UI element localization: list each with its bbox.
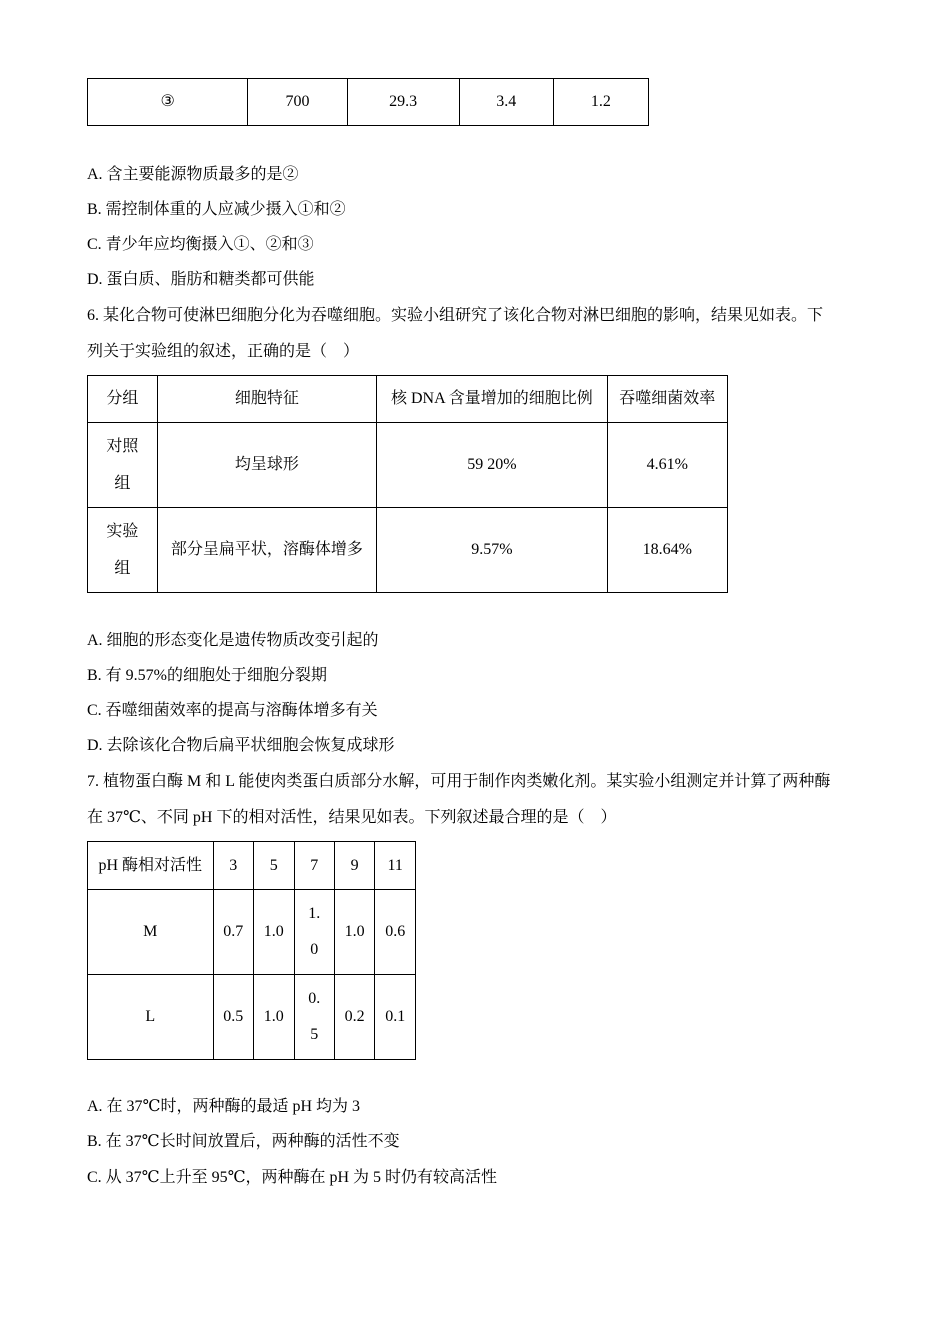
table-cell: 9.57% [377, 508, 607, 593]
table-cell [88, 423, 158, 508]
header-cell: 细胞特征 [157, 376, 376, 423]
table-cell: 0.1 [375, 975, 416, 1060]
table-header-row [88, 376, 728, 423]
header-cell: 5 [254, 842, 295, 890]
q7-option-a: A. 在 37℃时，两种酶的最适 pH 均为 3 [87, 1098, 361, 1115]
q6-stem-line1: 6. 某化合物可使淋巴细胞分化为吞噬细胞。实验小组研究了该化合物对淋巴细胞的影响，结果见如表。下 [87, 307, 824, 324]
header-cell: 分组 [88, 376, 158, 423]
enzyme-label: L [88, 975, 214, 1060]
table-cell [88, 508, 158, 593]
header-cell: pH 酶相对活性 [88, 842, 214, 890]
q5-option-a: A. 含主要能源物质最多的是② [87, 166, 299, 183]
q7-option-c: C. 从 37℃上升至 95℃，两种酶在 pH 为 5 时仍有较高活性 [87, 1169, 498, 1186]
table-cell: 4.61% [607, 423, 727, 508]
table-row [88, 423, 728, 508]
table-cell: 59 20% [377, 423, 607, 508]
q6-table [87, 375, 728, 593]
table-cell: 1.0 [254, 975, 295, 1060]
table-cell: 18.64% [607, 508, 727, 593]
q7-table [87, 841, 416, 1060]
table-header-row [88, 842, 416, 890]
table-cell: 29.3 [347, 79, 459, 126]
table-cell: 均呈球形 [157, 423, 376, 508]
table-cell: 0.2 [334, 975, 375, 1060]
table-cell: 1.0 [334, 890, 375, 975]
table-row [88, 79, 649, 126]
q7-stem-line1: 7. 植物蛋白酶 M 和 L 能使肉类蛋白质部分水解，可用于制作肉类嫩化剂。某实验小组测定并计算了两种酶 [87, 773, 831, 790]
group-label: 实验组 [106, 523, 139, 577]
header-cell: 核 DNA 含量增加的细胞比例 [377, 376, 607, 423]
table-row [88, 508, 728, 593]
enzyme-label: M [88, 890, 214, 975]
q7-stem-line2: 在 37℃、不同 pH 下的相对活性，结果见如表。下列叙述最合理的是（ ） [87, 809, 617, 826]
table-cell: 0.7 [213, 890, 254, 975]
table-cell [294, 975, 334, 1060]
q5-option-c: C. 青少年应均衡摄入①、②和③ [87, 236, 314, 253]
q6-option-c: C. 吞噬细菌效率的提高与溶酶体增多有关 [87, 702, 378, 719]
header-cell: 3 [213, 842, 254, 890]
q7-option-b: B. 在 37℃长时间放置后，两种酶的活性不变 [87, 1133, 400, 1150]
table-cell: ③ [88, 79, 248, 126]
table-cell: 0.5 [213, 975, 254, 1060]
table-cell: 1.2 [553, 79, 648, 126]
table-cell: 0.6 [375, 890, 416, 975]
nutrition-table [87, 78, 649, 126]
table-row [88, 975, 416, 1060]
group-label: 对照组 [106, 438, 139, 492]
q5-option-b: B. 需控制体重的人应减少摄入①和② [87, 201, 346, 218]
cell-value: 1.0 [308, 905, 321, 958]
q5-option-d: D. 蛋白质、脂肪和糖类都可供能 [87, 271, 315, 288]
cell-value: 0.5 [308, 990, 321, 1043]
header-cell: 9 [334, 842, 375, 890]
q6-stem-line2: 列关于实验组的叙述，正确的是（ ） [87, 343, 360, 360]
header-cell: 11 [375, 842, 416, 890]
table-row [88, 890, 416, 975]
q6-option-d: D. 去除该化合物后扁平状细胞会恢复成球形 [87, 737, 395, 754]
table-cell: 700 [248, 79, 347, 126]
header-cell: 吞噬细菌效率 [607, 376, 727, 423]
table-cell: 部分呈扁平状，溶酶体增多 [157, 508, 376, 593]
table-cell: 3.4 [459, 79, 553, 126]
table-cell [294, 890, 334, 975]
table-cell: 1.0 [254, 890, 295, 975]
header-cell: 7 [294, 842, 334, 890]
q6-option-a: A. 细胞的形态变化是遗传物质改变引起的 [87, 632, 379, 649]
q6-option-b: B. 有 9.57%的细胞处于细胞分裂期 [87, 667, 328, 684]
